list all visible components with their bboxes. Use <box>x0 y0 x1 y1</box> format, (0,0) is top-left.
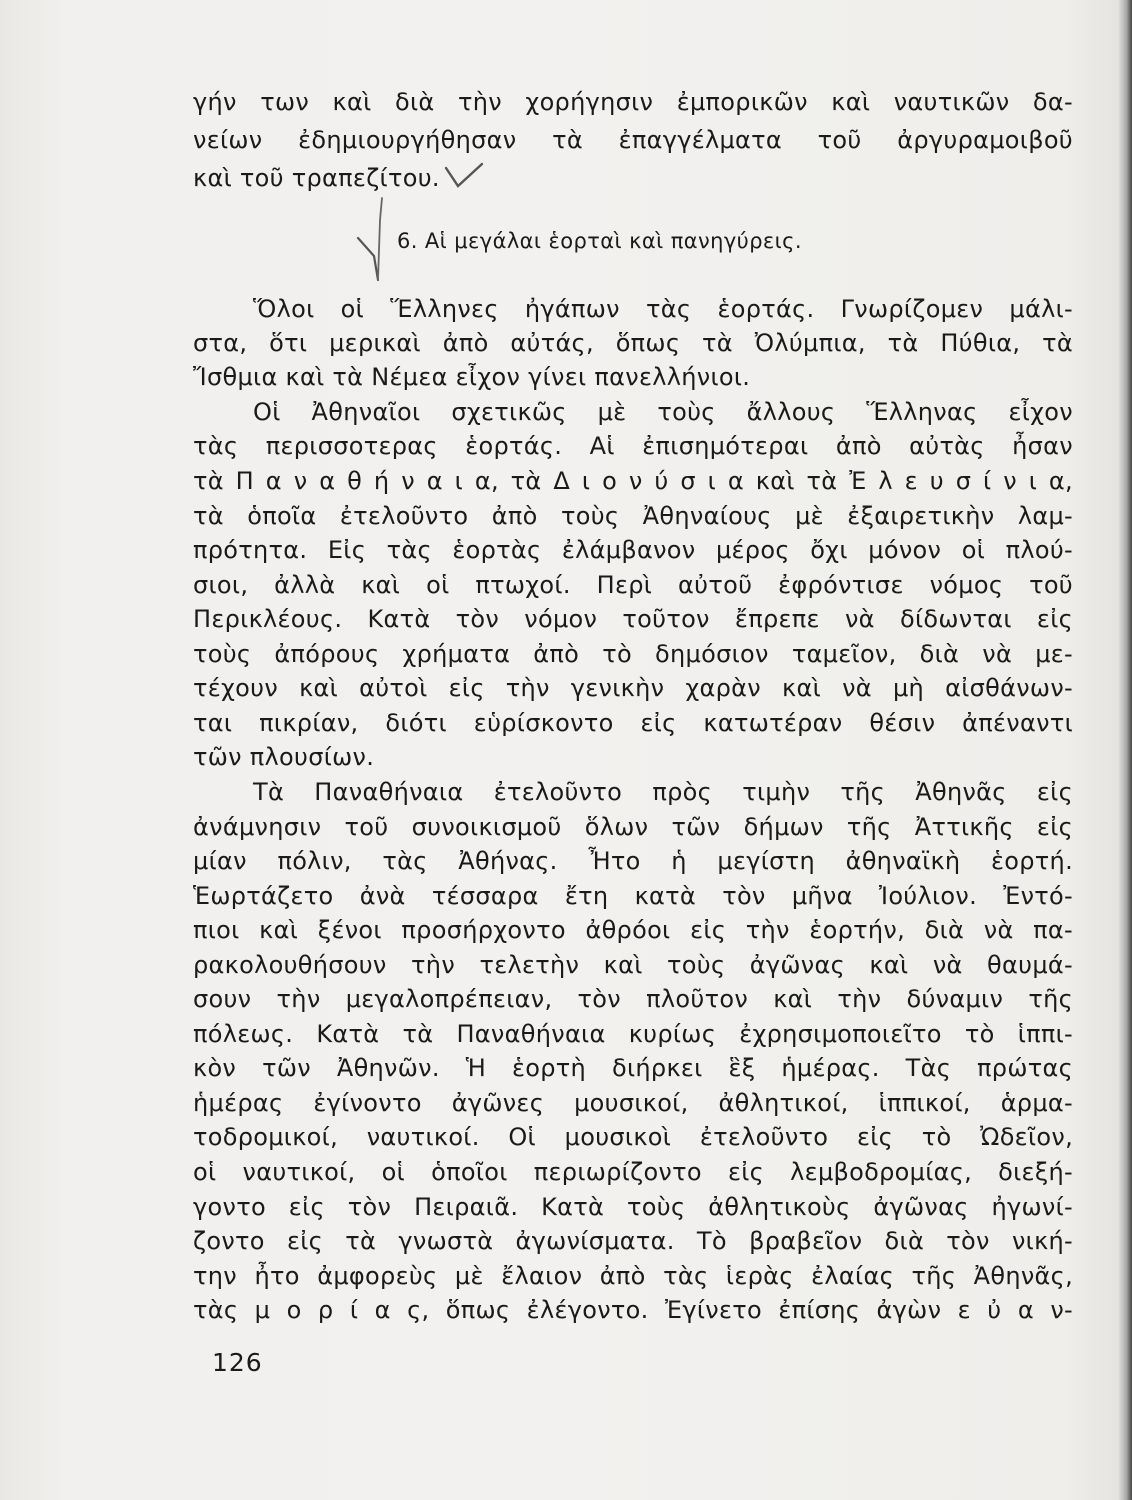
text-line: πρότητα. Εἰς τὰς ἑορτὰς ἐλάμβανον μέρος ὄχι μόνον οἱ πλού- <box>193 536 1073 564</box>
page-edge-shadow <box>1118 0 1132 1500</box>
text-line: ἀνάμνησιν τοῦ συνοικισμοῦ ὅλων τῶν δήμων τῆς Ἀττικῆς εἰς <box>193 813 1073 841</box>
text-line: ρακολουθήσουν τὴν τελετὴν καὶ τοὺς ἀγῶνας καὶ νὰ θαυμά- <box>193 951 1073 979</box>
text-line: ται πικρίαν, διότι εὑρίσκοντο εἰς κατωτέραν θέσιν ἀπέναντι <box>193 709 1073 737</box>
text-line: οἱ ναυτικοί, οἱ ὁποῖοι περιωρίζοντο εἰς λεμβοδρομίας, διεξή- <box>193 1158 1073 1186</box>
text-line: σουν τὴν μεγαλοπρέπειαν, τὸν πλοῦτον καὶ τὴν δύναμιν τῆς <box>193 985 1073 1013</box>
text-line: τοὺς ἀπόρους χρήματα ἀπὸ τὸ δημόσιον ταμεῖον, διὰ νὰ με- <box>193 640 1073 668</box>
text-line: τὰς περισσοτερας ἑορτάς. Αἱ ἐπισημότεραι ἀπὸ αὐτὰς ἦσαν <box>193 432 1073 460</box>
text-line: νείων ἐδημιουργήθησαν τὰ ἐπαγγέλματα τοῦ ἀργυραμοιβοῦ <box>193 126 1073 154</box>
text-line: Ἴσθμια καὶ τὰ Νέμεα εἶχον γίνει πανελλήνιοι. <box>193 363 751 391</box>
text-line: τῶν πλουσίων. <box>193 743 375 771</box>
text-line: τοδρομικοί, ναυτικοί. Οἱ μουσικοὶ ἐτελοῦντο εἰς τὸ Ὠδεῖον, <box>193 1123 1073 1151</box>
text-line: Τὰ Παναθήναια ἐτελοῦντο πρὸς τιμὴν τῆς Ἀθηνᾶς εἰς <box>253 778 1073 806</box>
text-line: μίαν πόλιν, τὰς Ἀθήνας. Ἦτο ἡ μεγίστη ἀθηναϊκὴ ἑορτή. <box>193 847 1073 875</box>
text-line: ἡμέρας ἐγίνοντο ἀγῶνες μουσικοί, ἀθλητικοί, ἱππικοί, ἁρμα- <box>193 1089 1073 1117</box>
text-line: κὸν τῶν Ἀθηνῶν. Ἡ ἑορτὴ διήρκει ἓξ ἡμέρας. Τὰς πρώτας <box>193 1054 1073 1082</box>
text-line: πιοι καὶ ξένοι προσήρχοντο ἀθρόοι εἰς τὴν ἑορτήν, διὰ νὰ πα- <box>193 916 1073 944</box>
text-line: πόλεως. Κατὰ τὰ Παναθήναια κυρίως ἐχρησιμοποιεῖτο τὸ ἱππι- <box>193 1020 1073 1048</box>
text-line: Ὅλοι οἱ Ἕλληνες ἠγάπων τὰς ἑορτάς. Γνωρίζομεν μάλι- <box>253 295 1073 323</box>
text-line: την ἦτο ἀμφορεὺς μὲ ἔλαιον ἀπὸ τὰς ἱερὰς ἐλαίας τῆς Ἀθηνᾶς, <box>193 1262 1073 1290</box>
text-line: στα, ὅτι μερικαὶ ἀπὸ αὐτάς, ὅπως τὰ Ὀλύμπια, τὰ Πύθια, τὰ <box>193 329 1073 357</box>
text-line: Ἑωρτάζετο ἀνὰ τέσσαρα ἔτη κατὰ τὸν μῆνα Ἰούλιον. Ἐντό- <box>193 882 1073 910</box>
text-line: Οἱ Ἀθηναῖοι σχετικῶς μὲ τοὺς ἄλλους Ἕλληνας εἶχον <box>253 398 1073 426</box>
text-line: τὰ ὁποῖα ἐτελοῦντο ἀπὸ τοὺς Ἀθηναίους μὲ ἐξαιρετικὴν λαμ- <box>193 502 1073 530</box>
text-line: γήν των καὶ διὰ τὴν χορήγησιν ἐμπορικῶν καὶ ναυτικῶν δα- <box>193 88 1073 116</box>
text-line: ζοντο εἰς τὰ γνωστὰ ἀγωνίσματα. Τὸ βραβεῖον διὰ τὸν νική- <box>193 1227 1073 1255</box>
section-heading: 6. Αἱ μεγάλαι ἑορταὶ καὶ πανηγύρεις. <box>397 229 802 253</box>
text-line: σιοι, ἀλλὰ καὶ οἱ πτωχοί. Περὶ αὐτοῦ ἐφρόντισε νόμος τοῦ <box>193 571 1073 599</box>
text-line: τέχουν καὶ αὐτοὶ εἰς τὴν γενικὴν χαρὰν καὶ νὰ μὴ αἰσθάνων- <box>193 674 1073 702</box>
text-line: καὶ τοῦ τραπεζίτου. <box>193 164 440 192</box>
page-number: 126 <box>212 1348 263 1377</box>
text-line: τὰς μ ο ρ ί α ς, ὅπως ἐλέγοντο. Ἐγίνετο ἐπίσης ἀγὼν ε ὐ α ν- <box>193 1296 1073 1324</box>
text-line: γοντο εἰς τὸν Πειραιᾶ. Κατὰ τοὺς ἀθλητικοὺς ἀγῶνας ἠγωνί- <box>193 1193 1073 1221</box>
text-line: τὰ Π α ν α θ ή ν α ι α, τὰ Δ ι ο ν ύ σ ι α καὶ τὰ Ἐ λ ε υ σ ί ν ι α, <box>193 467 1073 495</box>
text-line: Περικλέους. Κατὰ τὸν νόμον τοῦτον ἔπρεπε νὰ δίδωνται εἰς <box>193 605 1073 633</box>
